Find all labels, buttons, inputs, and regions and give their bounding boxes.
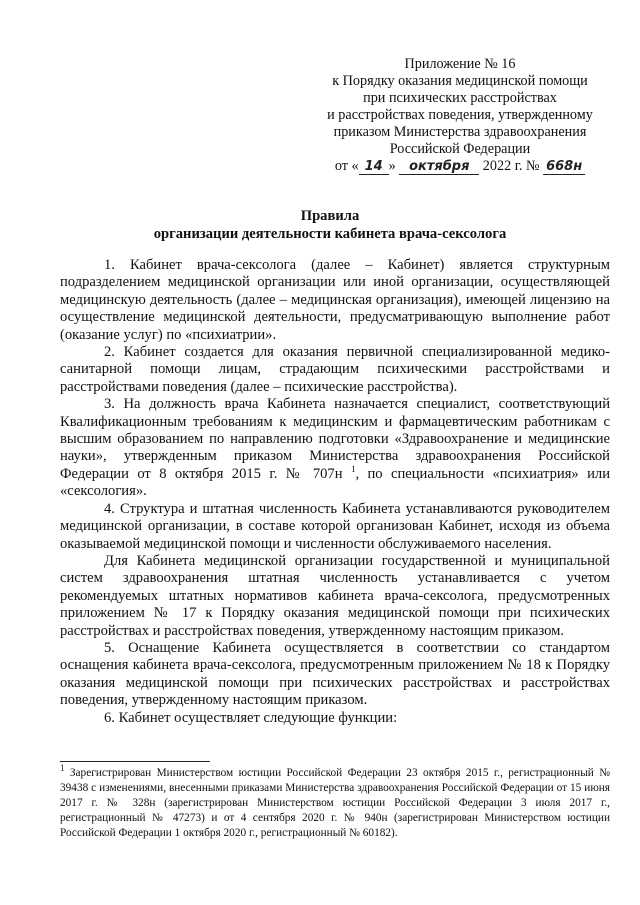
paragraph-3-text: 3. На должность врача Кабинета назначается специалист, соответствующий Квалификационным требованиям к медицинским и фармацевтическим работникам с высшим образованием по направлению подготовки «Здравоохранение и медицинские науки», утвержденным приказом Министерства здравоохранения Российской Федерации от 8 октября 2015 г. № 707н bbox=[60, 396, 610, 482]
paragraph-3-tail: , по специальности «психиатрия» или «сексология». bbox=[60, 465, 611, 500]
date-prefix: от « bbox=[334, 158, 359, 174]
title-line-1: Правила bbox=[300, 208, 360, 224]
footnote-ref: 1 bbox=[350, 464, 356, 475]
date-day-handwritten: 14 bbox=[359, 160, 389, 175]
paragraph-7: 6. Кабинет осуществляет следующие функции: bbox=[104, 709, 398, 726]
footnote bbox=[60, 763, 610, 841]
document-body bbox=[60, 257, 610, 727]
paragraph-6: 5. Оснащение Кабинета осуществляется в соответствии со стандартом оснащения кабинета врача-сексолога, предусмотренным приложением № 18 к Порядку оказания медицинской помощи при психических расстройствах и расстройствах поведения, утвержденному настоящим приказом. bbox=[60, 639, 610, 709]
appendix-line: Приложение № 16 bbox=[404, 56, 516, 72]
paragraph-1: 1. Кабинет врача-сексолога (далее – Кабинет) является структурным подразделением медицинской организации или иной организации, осуществляющей медицинскую деятельность (далее – медицинская организация), имеющей лицензию на осуществление медицинской деятельности, предусматривающую выполнение работ (оказание услуг) по «психиатрии». bbox=[60, 257, 610, 343]
appendix-line: при психических расстройствах bbox=[363, 90, 557, 106]
appendix-line: к Порядку оказания медицинской помощи bbox=[332, 73, 588, 89]
appendix-line: Российской Федерации bbox=[389, 141, 531, 157]
appendix-header bbox=[310, 56, 610, 175]
date-month-handwritten: октября bbox=[399, 160, 479, 175]
date-mid: » bbox=[388, 158, 396, 174]
appendix-date-line bbox=[310, 158, 610, 175]
paragraph-3 bbox=[60, 396, 610, 500]
appendix-line: приказом Министерства здравоохранения bbox=[333, 124, 587, 140]
appendix-line: и расстройствах поведения, утвержденному bbox=[327, 107, 593, 123]
document-title bbox=[60, 207, 600, 243]
footnote-mark: 1 bbox=[60, 763, 65, 774]
footnote-divider bbox=[60, 761, 210, 762]
footnote-text: Зарегистрирован Министерством юстиции Российской Федерации 23 октября 2015 г., регистрационный № 39438 с изменениями, внесенными приказами Министерства здравоохранения Российской Федерации от 15 июня 2017 г. № 328н (зарегистрирован Министерством юстиции Российской Федерации 3 июля 2017 г., регистрационный № 47273) и от 4 сентября 2020 г. № 940н (зарегистрирован Министерством юстиции Российской Федерации 1 октября 2020 г., регистрационный № 60182). bbox=[60, 767, 610, 839]
paragraph-5: Для Кабинета медицинской организации государственной и муниципальной систем здравоохранения штатная численность устанавливается с учетом рекомендуемых штатных нормативов кабинета врача-сексолога, предусмотренных приложением № 17 к Порядку оказания медицинской помощи при психических расстройствах и расстройствах поведения, утвержденному настоящим приказом. bbox=[60, 552, 610, 639]
date-year: 2022 г. № bbox=[482, 158, 540, 174]
order-number-handwritten: 668н bbox=[543, 160, 585, 175]
paragraph-2: 2. Кабинет создается для оказания первичной специализированной медико-санитарной помощи лицам, страдающим психическими расстройствами и расстройствами поведения (далее – психические расстройства). bbox=[60, 344, 610, 395]
paragraph-4: 4. Структура и штатная численность Кабинета устанавливаются руководителем медицинской организации, в составе которой организован Кабинет, исходя из объема оказываемой медицинской помощи и численности обслуживаемого населения. bbox=[60, 500, 610, 552]
title-line-2: организации деятельности кабинета врача-сексолога bbox=[153, 226, 507, 242]
